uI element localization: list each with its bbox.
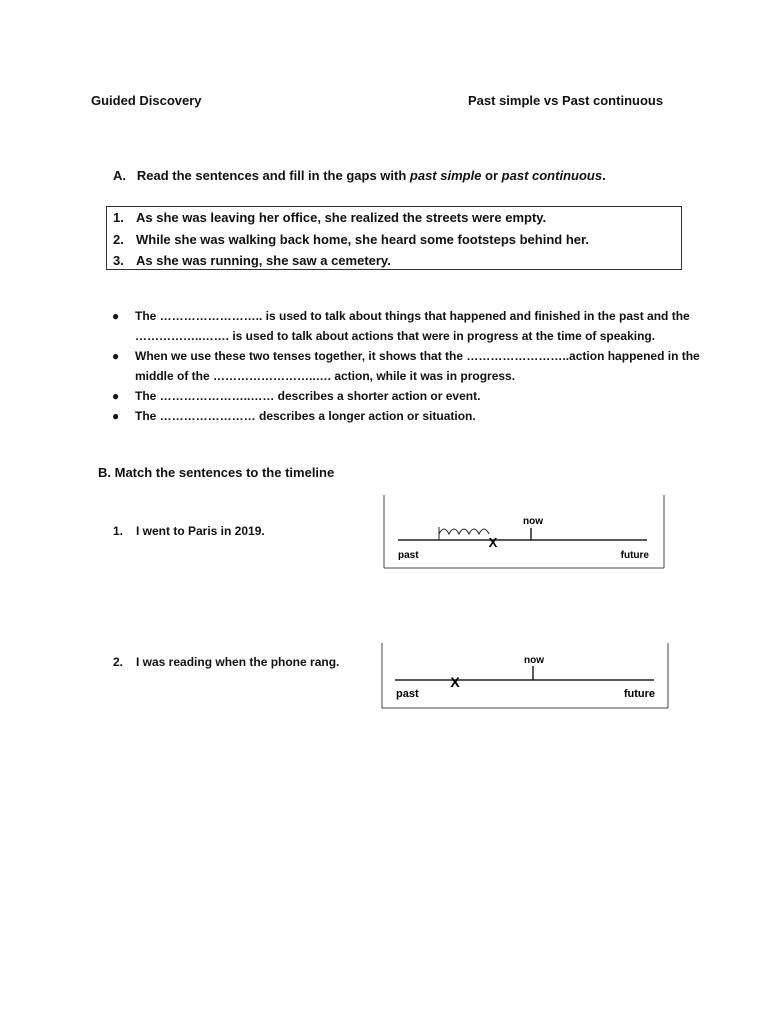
timeline-sentence bbox=[113, 655, 339, 669]
sentence-text: As she was running, she saw a cemetery. bbox=[136, 253, 391, 268]
worksheet-topic: Past simple vs Past continuous bbox=[468, 93, 664, 108]
past-label: past bbox=[396, 688, 419, 700]
rule-text: The …………………… describes a longer action or situation. bbox=[135, 409, 476, 423]
sentence-number: 1. bbox=[113, 524, 124, 538]
section-a-instruction bbox=[113, 168, 606, 183]
sentence-row bbox=[113, 210, 546, 225]
rule-text: The …………………..…… describes a shorter action or event. bbox=[135, 389, 481, 403]
bullet-icon: ● bbox=[112, 309, 120, 323]
instruction-start: Read the sentences and fill in the gaps with bbox=[136, 168, 410, 183]
rule-item bbox=[110, 406, 710, 426]
future-label: future bbox=[623, 688, 655, 700]
timeline-sentence bbox=[113, 524, 265, 538]
rules-list bbox=[110, 306, 710, 426]
section-b-title: B. Match the sentences to the timeline bbox=[98, 465, 335, 480]
past-label: past bbox=[398, 550, 419, 561]
instruction-end: . bbox=[602, 168, 606, 183]
event-mark: X bbox=[488, 535, 498, 550]
rule-text: The …………………….. is used to talk about things that happened and finished in the past and the ……………..……. is used to talk about actions that were in progress at the time of speaking. bbox=[135, 309, 690, 343]
sentence-number: 2. bbox=[113, 655, 124, 669]
worksheet-title: Guided Discovery bbox=[91, 93, 202, 108]
term-past-continuous: past continuous bbox=[501, 168, 603, 183]
sentence-text: I was reading when the phone rang. bbox=[136, 655, 340, 669]
bullet-icon: ● bbox=[112, 389, 120, 403]
sentence-number: 1. bbox=[113, 210, 124, 225]
sentence-row bbox=[113, 253, 391, 268]
rule-item bbox=[110, 386, 710, 406]
sentence-text: While she was walking back home, she heard some footsteps behind her. bbox=[136, 232, 589, 247]
future-label: future bbox=[620, 550, 649, 561]
now-label: now bbox=[523, 516, 543, 527]
sentence-row bbox=[113, 232, 589, 247]
now-label: now bbox=[524, 655, 544, 666]
bullet-icon: ● bbox=[112, 349, 120, 363]
timeline-diagram-2 bbox=[381, 642, 670, 710]
term-past-simple: past simple bbox=[409, 168, 482, 183]
sentence-box bbox=[106, 206, 682, 270]
rule-item bbox=[110, 306, 710, 346]
rule-item bbox=[110, 346, 710, 386]
timeline-diagram-1 bbox=[383, 494, 666, 570]
rule-text: When we use these two tenses together, it shows that the ……………………..action happened in the middle of the ……………………..…. action, while it was in progress. bbox=[135, 349, 700, 383]
sentence-text: I went to Paris in 2019. bbox=[136, 524, 265, 538]
instruction-between: or bbox=[481, 168, 502, 183]
bullet-icon: ● bbox=[112, 409, 120, 423]
sentence-number: 3. bbox=[113, 253, 124, 268]
sentence-text: As she was leaving her office, she realized the streets were empty. bbox=[136, 210, 547, 225]
event-mark: X bbox=[450, 674, 460, 690]
sentence-number: 2. bbox=[113, 232, 124, 247]
section-a-letter: A. bbox=[113, 168, 126, 183]
